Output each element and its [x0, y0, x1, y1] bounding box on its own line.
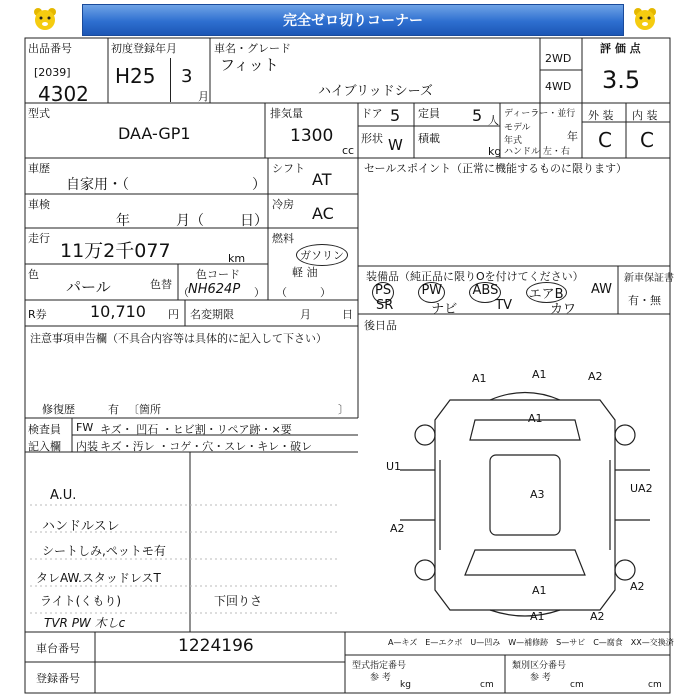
model-value: DAA-GP1 — [118, 124, 191, 143]
inspector-row1-cat: FW — [76, 421, 94, 434]
name-label: 車名・グレード — [214, 42, 291, 55]
color-value: パール — [66, 278, 111, 296]
form-ref1: 参 考 — [370, 673, 391, 683]
fuel-paren: （ ） — [276, 286, 331, 299]
recycle-unit: 円 — [168, 308, 179, 321]
name-change-day: 日 — [342, 308, 353, 321]
loading-label: 積載 — [418, 132, 440, 145]
era-value: H25 — [115, 64, 156, 88]
score-label: 評 価 点 — [600, 42, 641, 55]
rear-seat-label: 後日品 — [364, 319, 397, 332]
damage-mark-6: A2 — [390, 522, 405, 535]
damage-mark-11: A1 — [530, 610, 545, 623]
inspection-label: 車検 — [28, 198, 50, 211]
inspector-row2-cat: 内装 — [76, 440, 98, 453]
drive-4wd: 4WD — [545, 80, 572, 93]
option-ps: PS — [372, 282, 394, 303]
damage-mark-4: A1 — [528, 412, 543, 425]
note-3: シートしみ,ペットモ有 — [42, 544, 166, 558]
option-aw: AW — [590, 282, 612, 297]
notes-label: 注意事項申告欄（不具合内容等は具体的に記入して下さい） — [30, 332, 327, 345]
repair-label: 修復歴 — [42, 403, 75, 416]
color-code-label: 色コード — [196, 268, 240, 281]
month-unit: 月 — [198, 90, 209, 103]
option-leather: カワ — [549, 302, 576, 317]
warranty-value: 有・無 — [628, 294, 661, 307]
lot-number: 4302 — [38, 82, 89, 106]
inspector-row1: キズ・ 凹石 ・ヒビ割・リペア跡・×要 — [100, 423, 292, 436]
inspection-year: 年 — [116, 213, 130, 229]
fuel-diesel: 軽 油 — [292, 266, 318, 279]
option-pw: PW — [418, 282, 445, 303]
inspection-day: 日） — [240, 213, 268, 229]
color-change-label: 色替 — [150, 278, 172, 291]
note-5: ライト(くもり) — [40, 594, 122, 608]
form-cm3: cm — [648, 680, 662, 690]
capacity-label: 定員 — [418, 107, 440, 120]
option-sr: SR — [376, 298, 394, 313]
capacity-value: 5 — [472, 106, 483, 125]
recycle-label: R券 — [28, 308, 47, 321]
capacity-unit: 人 — [488, 114, 499, 127]
form-kg: kg — [400, 680, 411, 690]
history-label: 車歴 — [28, 162, 50, 175]
option-abs: ABS — [469, 282, 501, 303]
form-label2: 類別区分番号 — [512, 661, 567, 671]
exterior-grade: C — [598, 128, 612, 152]
color-label: 色 — [28, 268, 39, 281]
ac-value: AC — [312, 204, 334, 223]
damage-mark-9: A1 — [532, 584, 547, 597]
name-change-month: 月 — [300, 308, 311, 321]
doors-label: ドア — [361, 107, 383, 120]
shape-value: W — [388, 136, 403, 154]
history-close: ） — [252, 177, 266, 193]
note-4: タレAW.スタッドレスT — [36, 571, 161, 585]
form-label1: 型式指定番号 — [352, 661, 407, 671]
damage-mark-1: A1 — [472, 372, 487, 385]
history-value: 自家用・（ — [66, 177, 129, 193]
cc-unit: cc — [342, 144, 355, 157]
dealer-label: ディーラー・並行 — [504, 109, 576, 119]
fuel-gas: ガソリン — [296, 244, 348, 266]
damage-mark-5: U1 — [386, 460, 402, 473]
repair-close: 〕 — [338, 403, 349, 416]
recycle-value: 10,710 — [90, 302, 146, 321]
damage-mark-12: A2 — [590, 610, 605, 623]
lot-label: 出品番号 — [28, 42, 72, 55]
doors-value: 5 — [390, 106, 401, 125]
drive-2wd: 2WD — [545, 52, 572, 65]
displacement-label: 排気量 — [270, 107, 303, 120]
shape-label: 形状 — [361, 132, 383, 145]
note-6: 下回りさ — [214, 594, 263, 608]
model-year-label: モデル 年式 — [504, 123, 531, 146]
model-label: 型式 — [28, 107, 50, 120]
shift-value: AT — [312, 170, 332, 189]
car-name: フィット — [220, 56, 279, 74]
damage-mark-7: A3 — [530, 488, 545, 501]
color-code-close: ） — [254, 286, 265, 299]
fuel-label: 燃料 — [272, 232, 294, 245]
note-2: ハンドルスレ — [42, 519, 120, 534]
form-ref2: 参 考 — [530, 673, 551, 683]
color-code-open: （ — [178, 286, 189, 299]
form-cm2: cm — [570, 680, 584, 690]
inspection-month: 月（ — [176, 213, 204, 229]
damage-mark-8: UA2 — [630, 482, 653, 495]
damage-mark-3: A2 — [588, 370, 603, 383]
warranty-label: 新車保証書 — [624, 273, 674, 284]
kg-unit: kg — [488, 145, 502, 158]
chassis-label: 車台番号 — [36, 642, 80, 655]
note-7: TVR PW 木しc — [44, 616, 126, 630]
handle-label: ハンドル 左・右 — [504, 147, 570, 157]
mileage-label: 走行 — [28, 232, 50, 245]
shift-label: シフト — [272, 162, 305, 175]
repair-value: 有 — [108, 403, 119, 416]
inspector-row2: キズ・汚レ ・コゲ・穴・スレ・キレ・破レ — [100, 440, 313, 453]
score-value: 3.5 — [602, 66, 641, 94]
banner-title: 完全ゼロ切りコーナー — [82, 4, 624, 36]
sales-label: セールスポイント（正常に機能するものに限ります） — [364, 162, 628, 175]
mileage-value: 11万2千077 — [60, 240, 171, 262]
option-tv: TV — [495, 298, 513, 313]
interior-grade: C — [640, 128, 654, 152]
option-airbag: エアB — [526, 282, 567, 303]
form-cm1: cm — [480, 680, 494, 690]
mileage-unit: km — [228, 252, 246, 265]
grade: ハイブリッドシーズ — [318, 84, 433, 99]
displacement-value: 1300 — [290, 126, 334, 146]
repair-place: 〔箇所 — [128, 403, 161, 416]
chassis-value: 1224196 — [178, 636, 254, 656]
lot-sub: [2039] — [34, 66, 71, 79]
color-code-value: NH624P — [188, 282, 241, 297]
interior-label: 内 装 — [632, 109, 658, 122]
damage-mark-2: A1 — [532, 368, 547, 381]
damage-legend: A—キズ E—エクボ U—凹み W—補修跡 S—サビ C—腐食 XX—交換済 — [388, 638, 674, 647]
registration-label: 登録番号 — [36, 672, 80, 685]
first-reg-label: 初度登録年月 — [111, 42, 177, 55]
exterior-label: 外 装 — [588, 109, 614, 122]
inspector-label2: 記入欄 — [28, 440, 61, 453]
name-change-label: 名変期限 — [190, 308, 234, 321]
note-1: A.U. — [50, 488, 77, 503]
options-row2 — [376, 298, 576, 317]
car-diagram — [380, 360, 670, 630]
ac-label: 冷房 — [272, 198, 294, 211]
option-navi: ナビ — [431, 302, 458, 317]
options-label: 装備品（純正品に限りOを付けてください） — [366, 270, 584, 283]
year-unit: 年 — [567, 130, 578, 143]
month-value: 3 — [181, 66, 193, 87]
damage-mark-10: A2 — [630, 580, 645, 593]
inspector-label1: 検査員 — [28, 423, 61, 436]
